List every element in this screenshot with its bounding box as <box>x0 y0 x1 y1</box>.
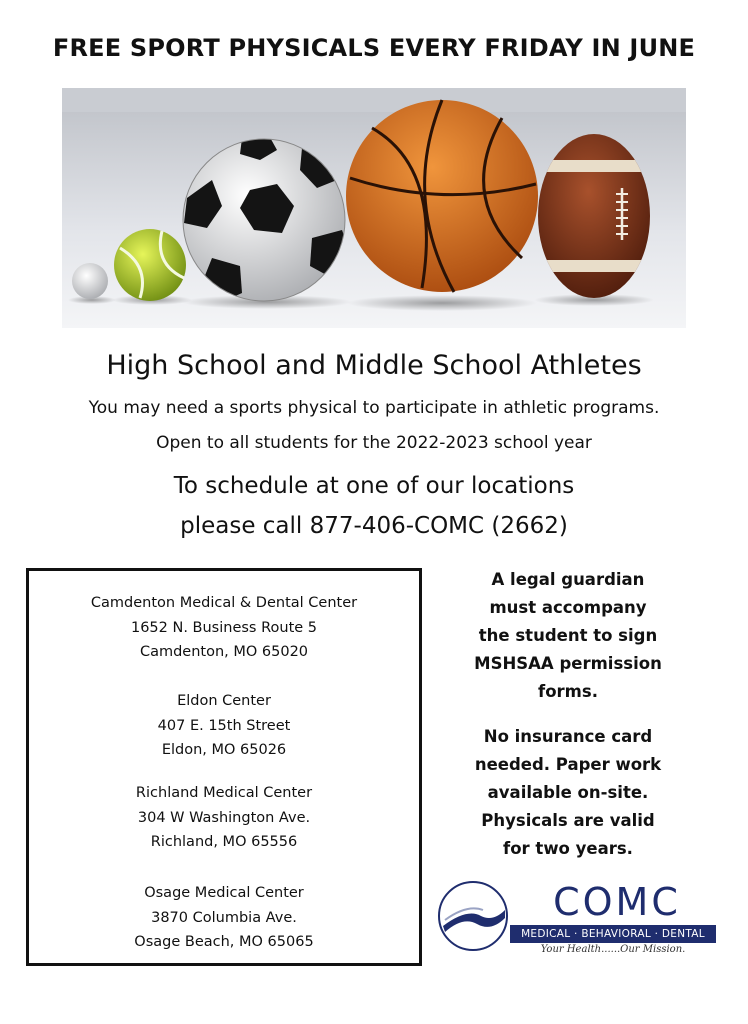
location-address: 1652 N. Business Route 5 <box>130 619 318 636</box>
location-osage <box>29 881 419 955</box>
location-city: Richland, MO 65556 <box>150 834 298 850</box>
location-richland <box>29 781 419 855</box>
sports-balls-image <box>62 88 686 328</box>
note-line: available on-site. <box>487 783 649 802</box>
golf-ball-icon <box>72 263 108 299</box>
participation-note: You may need a sports physical to participate in athletic programs. <box>88 398 660 418</box>
location-name: Richland Medical Center <box>135 785 313 801</box>
basketball-icon <box>346 100 538 292</box>
location-address: 407 E. 15th Street <box>157 717 291 734</box>
comc-swoosh-logo-icon <box>437 880 509 952</box>
logo-services-band: MEDICAL · BEHAVIORAL · DENTAL <box>510 925 716 943</box>
comc-logo-text: COMC <box>553 880 681 924</box>
location-name: Eldon Center <box>177 693 271 709</box>
location-address: 3870 Columbia Ave. <box>151 909 297 926</box>
soccer-ball-icon <box>183 132 352 303</box>
audience-heading: High School and Middle School Athletes <box>106 350 642 381</box>
note-line: A legal guardian <box>491 570 645 589</box>
location-city: Osage Beach, MO 65065 <box>134 934 314 950</box>
logo-tagline: Your Health......Our Mission. <box>540 944 686 955</box>
location-eldon <box>29 689 419 763</box>
phone-number: please call 877-406-COMC (2662) <box>180 513 568 539</box>
note-line: forms. <box>538 682 598 701</box>
note-line: No insurance card <box>483 727 653 746</box>
eligibility-note: Open to all students for the 2022-2023 school year <box>156 433 592 453</box>
insurance-note <box>438 723 698 863</box>
location-camdenton <box>29 591 419 665</box>
tennis-ball-icon <box>114 229 186 301</box>
note-line: the student to sign <box>478 626 658 645</box>
note-line: needed. Paper work <box>474 755 662 774</box>
location-address: 304 W Washington Ave. <box>137 809 311 826</box>
location-city: Camdenton, MO 65020 <box>139 644 309 660</box>
note-line: for two years. <box>503 839 633 858</box>
note-line: MSHSAA permission <box>474 654 662 673</box>
note-line: Physicals are valid <box>481 811 655 830</box>
location-name: Osage Medical Center <box>144 885 304 901</box>
football-icon <box>532 134 662 298</box>
note-line: must accompany <box>489 598 647 617</box>
headline: FREE SPORT PHYSICALS EVERY FRIDAY IN JUNE <box>52 34 696 62</box>
guardian-note <box>438 566 698 706</box>
schedule-note: To schedule at one of our locations <box>173 473 575 499</box>
location-city: Eldon, MO 65026 <box>161 742 287 758</box>
location-name: Camdenton Medical & Dental Center <box>90 595 358 611</box>
locations-box <box>26 568 422 966</box>
